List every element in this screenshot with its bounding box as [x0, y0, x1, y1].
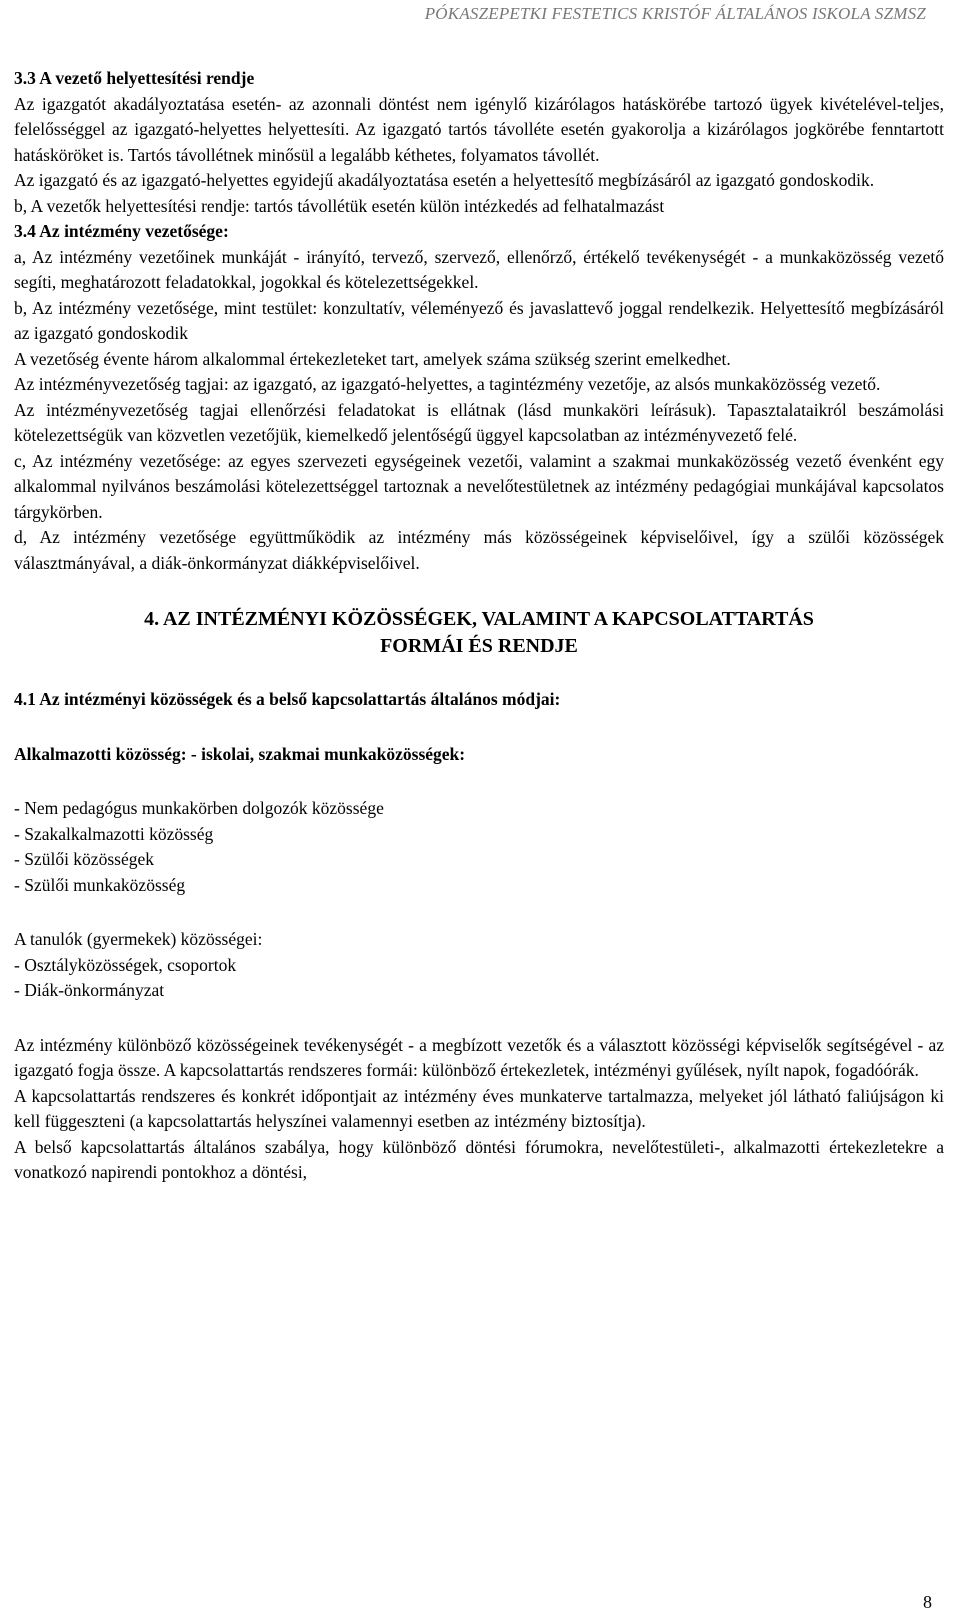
list-item: - Szakalkalmazotti közösség [14, 823, 214, 844]
chapter-title [14, 606, 944, 660]
paragraph: A belső kapcsolattartás általános szabálya, hogy különböző döntési fórumokra, nevelőtestületi-, alkalmazotti értekezletekre a vonatkozó napirendi pontokhoz a döntési, [14, 1136, 944, 1182]
document-body [14, 66, 944, 1186]
page-number: 8 [923, 1592, 932, 1612]
staff-community-list [14, 796, 944, 898]
student-community-list [14, 953, 944, 1004]
student-community-heading: A tanulók (gyermekek) közösségei: [14, 929, 263, 949]
chapter-title-line: 4. AZ INTÉZMÉNYI KÖZÖSSÉGEK, VALAMINT A KAPCSOLATTARTÁS [144, 608, 814, 630]
paragraph: c, Az intézmény vezetősége: az egyes szervezeti egységeinek vezetői, valamint a szakmai munkaközösség vezető évenként egy alkalommal nyilvános beszámolási kötelezettséggel tartoznak a nevelőtestületnek az intézmény pedagógiai munkájával kapcsolatos tárgykörben. [14, 450, 944, 522]
list-item: - Szülői közösségek [14, 849, 154, 869]
paragraph: A vezetőség évente három alkalommal értekezleteket tart, amelyek száma szükség szerint emelkedhet. [14, 348, 731, 369]
list-item: - Osztályközösségek, csoportok [14, 954, 237, 975]
section-heading-4-1: 4.1 Az intézményi közösségek és a belső kapcsolattartás általános módjai: [14, 689, 561, 709]
paragraph: Az intézményvezetőség tagjai ellenőrzési feladatokat is ellátnak (lásd munkaköri leírásuk). Tapasztalataikról beszámolási kötelezettségük van közvetlen vezetőjük, kiemelkedő jelentőségű üggyel kapcsolatban az intézményvezető felé. [14, 399, 944, 445]
paragraph: a, Az intézmény vezetőinek munkáját - irányító, tervező, szervező, ellenőrző, értékelő tevékenységét - a munkaközösség vezető segíti, meghatározott feladatokkal, jogokkal és kötelezettségekkel. [14, 246, 944, 292]
paragraph: b, Az intézmény vezetősége, mint testület: konzultatív, véleményező és javaslattevő joggal rendelkezik. Helyettesítő megbízásáról az igazgató gondoskodik [14, 297, 944, 343]
list-item: - Diák-önkormányzat [14, 980, 165, 1000]
list-item: - Szülői munkaközösség [14, 874, 186, 895]
list-item: - Nem pedagógus munkakörben dolgozók közössége [14, 798, 384, 818]
paragraph: Az igazgatót akadályoztatása esetén- az azonnali döntést nem igénylő kizárólagos hatáskörébe tartozó ügyek kivételével-teljes, felelősséggel az igazgató-helyettes helyettesíti. Az igazgató tartós távolléte esetén gyakorolja a kizárólagos jogkörébe fenntartott hatásköröket is. Tartós távollétnek minősül a legalább kéthetes, folyamatos távollét. [14, 93, 944, 165]
section-heading-3-3: 3.3 A vezető helyettesítési rendje [14, 68, 255, 88]
section-heading-3-4: 3.4 Az intézmény vezetősége: [14, 221, 229, 241]
paragraph: b, A vezetők helyettesítési rendje: tartós távollétük esetén külön intézkedés ad felhatalmazást [14, 195, 665, 216]
staff-community-heading: Alkalmazotti közösség: - iskolai, szakmai munkaközösségek: [14, 743, 466, 764]
paragraph: Az intézmény különböző közösségeinek tevékenységét - a megbízott vezetők és a választott közösségi képviselők segítségével - az igazgató fogja össze. A kapcsolattartás rendszeres formái: különböző értekezletek, intézményi gyűlések, nyílt napok, fogadóórák. [14, 1034, 944, 1080]
page-header: PÓKASZEPETKI FESTETICS KRISTÓF ÁLTALÁNOS ISKOLA SZMSZ [424, 4, 926, 23]
chapter-title-line: FORMÁI ÉS RENDJE [380, 635, 578, 657]
paragraph: A kapcsolattartás rendszeres és konkrét időpontjait az intézmény éves munkaterve tartalmazza, melyeket jól látható faliújságon ki kell függeszteni (a kapcsolattartás helyszínei valamennyi esetben az intézmény biztosítja). [14, 1085, 944, 1131]
paragraph: Az igazgató és az igazgató-helyettes egyidejű akadályoztatása esetén a helyettesítő megbízásáról az igazgató gondoskodik. [14, 170, 875, 190]
paragraph: Az intézményvezetőség tagjai: az igazgató, az igazgató-helyettes, a tagintézmény vezetője, az alsós munkaközösség vezető. [14, 374, 881, 394]
paragraph: d, Az intézmény vezetősége együttműködik az intézmény más közösségeinek képviselőivel, így a szülői közösségek választmányával, a diák-önkormányzat diákképviselőivel. [14, 527, 944, 573]
